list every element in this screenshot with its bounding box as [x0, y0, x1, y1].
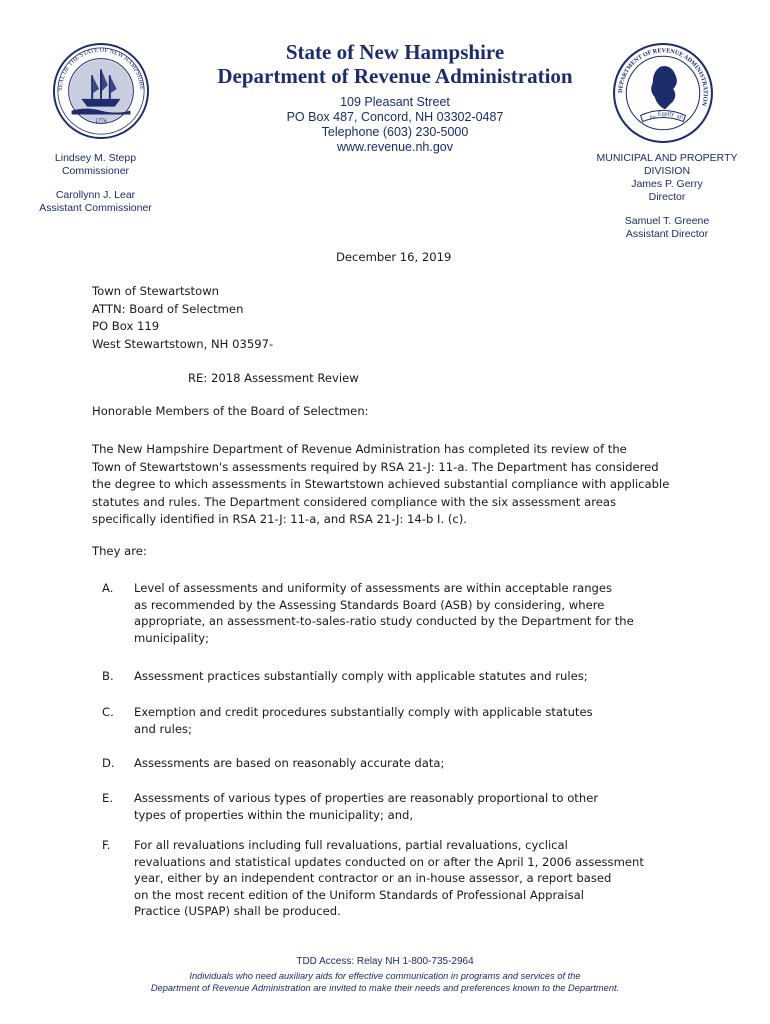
- list-item-line: Assessments of various types of properties are reasonably proportional to other: [134, 791, 599, 805]
- list-item-line: appropriate, an assessment-to-sales-ratio study conducted by the Department for the: [134, 614, 634, 628]
- director-title: Director: [648, 191, 686, 203]
- recipient-line: ATTN: Board of Selectmen: [92, 301, 244, 316]
- footer-accessibility-note-line2: Department of Revenue Administration are invited to make their needs and preferences known to the Department.: [150, 983, 620, 993]
- subject-line: RE: 2018 Assessment Review: [188, 371, 359, 385]
- list-item-f: [102, 837, 642, 923]
- list-item-d: [102, 755, 642, 773]
- commissioner-name: Lindsey M. Stepp: [54, 152, 137, 164]
- list-item-line: Exemption and credit procedures substantially comply with applicable statutes: [134, 705, 593, 719]
- dra-seal-logo: [612, 42, 714, 144]
- paragraph-line: the degree to which assessments in Stewartstown achieved substantial compliance with applicable: [92, 477, 670, 491]
- recipient-line: Town of Stewartstown: [92, 284, 220, 298]
- letterhead-title-department: Department of Revenue Administration: [217, 64, 573, 88]
- list-item-line: types of properties within the municipality; and,: [134, 807, 414, 822]
- list-item-line: year, either by an independent contractor or an in-house assessor, a report based: [134, 871, 612, 885]
- list-item-label: D.: [102, 756, 115, 770]
- list-item-a: [102, 580, 642, 650]
- paragraph-line: The New Hampshire Department of Revenue Administration has completed its review of the: [92, 442, 627, 456]
- list-item-line: Level of assessments and uniformity of assessments are within acceptable ranges: [134, 581, 613, 595]
- list-item-label: B.: [102, 669, 114, 683]
- list-item-line: Assessment practices substantially comply with applicable statutes and rules;: [134, 669, 588, 683]
- svg-text:1776: 1776: [95, 118, 107, 125]
- division-name-line2: DIVISION: [643, 165, 691, 177]
- list-item-label: E.: [102, 791, 114, 805]
- footer-accessibility-note-line1: Individuals who need auxiliary aids for effective communication in programs and services of the: [189, 971, 581, 981]
- left-officials-block: [28, 152, 163, 215]
- intro-paragraph: [92, 441, 670, 529]
- list-item-line: as recommended by the Assessing Standards Board (ASB) by considering, where: [134, 597, 605, 612]
- list-item-line: on the most recent edition of the Uniform Standards of Professional Appraisal: [134, 887, 584, 902]
- list-item-line: For all revaluations including full revaluations, partial revaluations, cyclical: [134, 838, 568, 852]
- salutation: Honorable Members of the Board of Selectmen:: [92, 404, 369, 418]
- list-item-line: revaluations and statistical updates conducted on or after the April 1, 2006 assessment: [134, 854, 644, 869]
- list-item-b: [102, 668, 642, 686]
- letterhead-street: 109 Pleasant Street: [340, 95, 450, 109]
- letterhead-website-link[interactable]: www.revenue.nh.gov: [336, 140, 454, 154]
- list-item-label: C.: [102, 705, 114, 719]
- paragraph-line: statutes and rules. The Department considered compliance with the six assessment areas: [92, 494, 617, 509]
- seal-banner-text: for: [649, 114, 656, 121]
- assistant-commissioner-title: Assistant Commissioner: [39, 202, 152, 214]
- list-item-line: and rules;: [134, 721, 192, 736]
- right-officials-block: [592, 152, 742, 241]
- letterhead-title-state: State of New Hampshire: [285, 40, 505, 64]
- svg-text:Equity: Equity: [657, 111, 675, 118]
- paragraph-line: Town of Stewartstown's assessments required by RSA 21-J: 11-a. The Department has considered: [92, 459, 659, 474]
- letterhead-telephone: Telephone (603) 230-5000: [321, 125, 469, 139]
- director-name: James P. Gerry: [631, 178, 703, 190]
- recipient-line: PO Box 119: [92, 319, 160, 333]
- paragraph-line: specifically identified in RSA 21-J: 11-a, and RSA 21-J: 14-b I. (c).: [92, 512, 467, 526]
- list-item-e: [102, 790, 642, 826]
- list-item-line: municipality;: [134, 630, 210, 645]
- assistant-director-name: Samuel T. Greene: [624, 215, 710, 227]
- list-item-line: Practice (USPAP) shall be produced.: [134, 904, 341, 918]
- svg-text:All: All: [676, 114, 683, 121]
- footer-tdd-access: TDD Access: Relay NH 1-800-735-2964: [296, 956, 474, 967]
- state-seal-logo: [52, 42, 150, 140]
- recipient-line: West Stewartstown, NH 03597-: [92, 336, 274, 351]
- svg-text:SEAL OF THE STATE OF NEW HAMPS: SEAL OF THE STATE OF NEW HAMPSHIRE: [56, 46, 146, 92]
- assistant-director-title: Assistant Director: [625, 228, 709, 240]
- assistant-commissioner-name: Carollynn J. Lear: [55, 189, 136, 201]
- list-intro: They are:: [92, 544, 147, 558]
- list-item-c: [102, 704, 642, 740]
- letter-date: December 16, 2019: [336, 250, 452, 264]
- division-name-line1: MUNICIPAL AND PROPERTY: [596, 152, 738, 164]
- list-item-line: Assessments are based on reasonably accurate data;: [134, 756, 445, 770]
- svg-text:DEPARTMENT OF REVENUE ADMINIST: DEPARTMENT OF REVENUE ADMINISTRATION: [618, 48, 708, 107]
- list-item-label: F.: [102, 838, 111, 852]
- recipient-address: [92, 283, 273, 353]
- commissioner-title: Commissioner: [61, 165, 130, 177]
- list-item-label: A.: [102, 581, 114, 595]
- letterhead-po-box: PO Box 487, Concord, NH 03302-0487: [286, 110, 504, 124]
